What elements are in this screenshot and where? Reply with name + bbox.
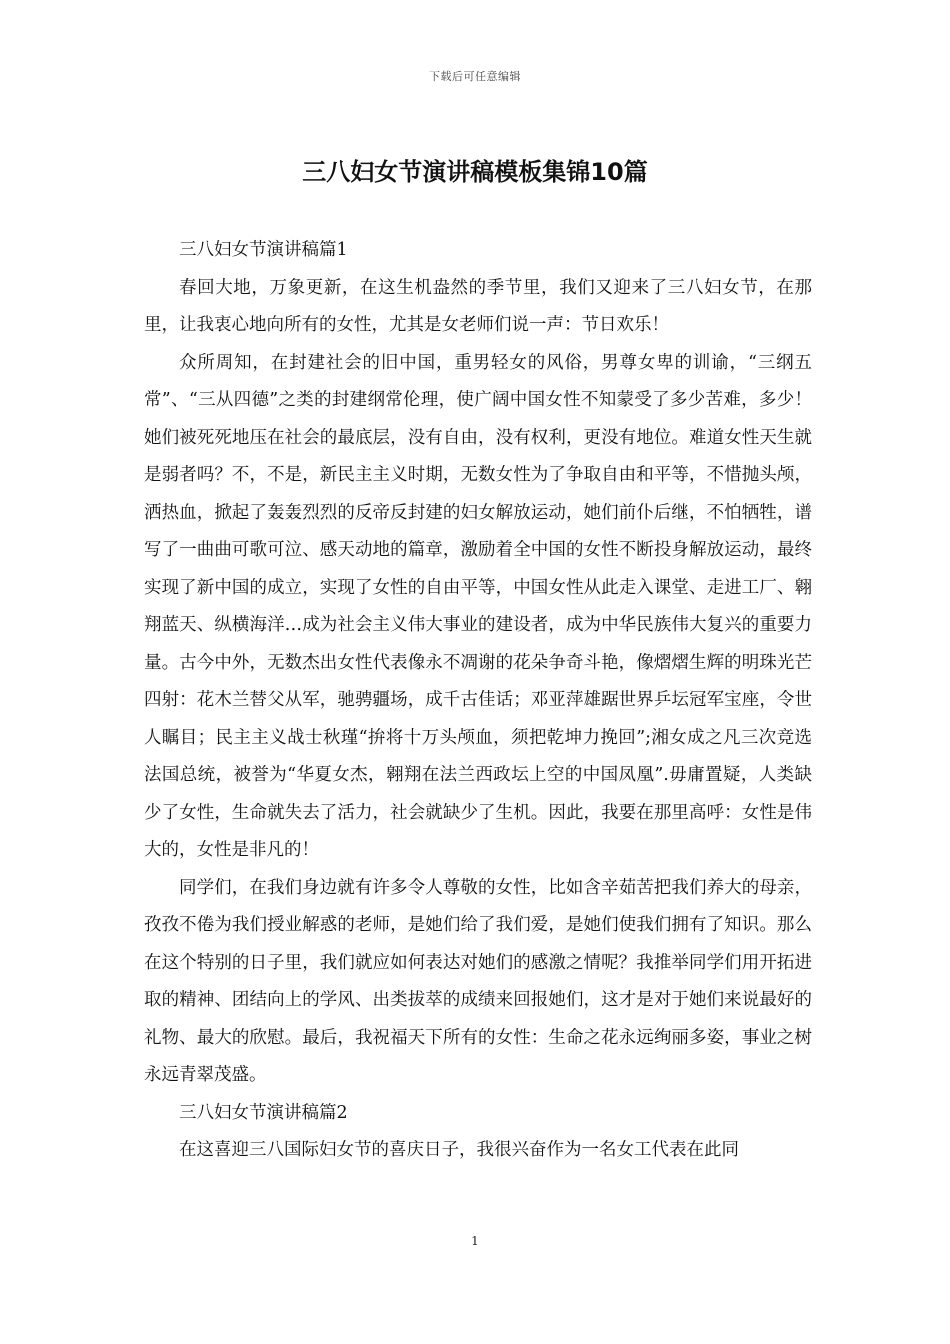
paragraph-2-1: 在这喜迎三八国际妇女节的喜庆日子，我很兴奋作为一名女工代表在此同: [179, 1140, 739, 1160]
paragraph-1-1: 春回大地，万象更新，在这生机盎然的季节里，我们又迎来了三八妇女节，在那里，让我衷心地向所有的女性，尤其是女老师们说一声：节日欢乐！: [144, 277, 812, 335]
paragraph-1-2: 众所周知，在封建社会的旧中国，重男轻女的风俗，男尊女卑的训谕，“三纲五常”、“三从四德”之类的封建纲常伦理，使广阔中国女性不知蒙受了多少苦难，多少！她们被死死地压在社会的最底层，没有自由，没有权利，更没有地位。难道女性天生就是弱者吗？不，不是，新民主主义时期，无数女性为了争取自由和平等，不惜抛头颅，洒热血，掀起了轰轰烈烈的反帝反封建的妇女解放运动，她们前仆后继，不怕牺牲，谱写了一曲曲可歌可泣、感天动地的篇章，激励着全中国的女性不断投身解放运动，最终实现了新中国的成立，实现了女性的自由平等，中国女性从此走入课堂、走进工厂、翱翔蓝天、纵横海洋…成为社会主义伟大事业的建设者，成为中华民族伟大复兴的重要力量。古今中外，无数杰出女性代表像永不凋谢的花朵争奇斗艳，像熠熠生辉的明珠光芒四射：花木兰替父从军，驰骋疆场，成千古佳话；邓亚萍雄踞世界乒坛冠军宝座，令世人瞩目；民主主义战士秋瑾“拚将十万头颅血，须把乾坤力挽回”;湘女成之凡三次竞选法国总统，被誉为“华夏女杰，翱翔在法兰西政坛上空的中国凤凰”.毋庸置疑，人类缺少了女性，生命就失去了活力，社会就缺少了生机。因此，我要在那里高呼：女性是伟大的，女性是非凡的！: [144, 352, 812, 860]
paragraph-1-3: 同学们，在我们身边就有许多令人尊敬的女性，比如含辛茹苦把我们养大的母亲，孜孜不倦为我们授业解惑的老师，是她们给了我们爱，是她们使我们拥有了知识。那么在这个特别的日子里，我们就应如何表达对她们的感激之情呢？我推举同学们用开拓进取的精神、团结向上的学风、出类拔萃的成绩来回报她们，这才是对于她们来说最好的礼物、最大的欣慰。最后，我祝福天下所有的女性：生命之花永远绚丽多姿，事业之树永远青翠茂盛。: [144, 877, 812, 1085]
section-heading-1: 三八妇女节演讲稿篇1: [179, 240, 348, 260]
document-title: 三八妇女节演讲稿模板集锦10篇: [302, 158, 648, 186]
page-header-note: 下载后可任意编辑: [429, 70, 521, 83]
section-heading-2: 三八妇女节演讲稿篇2: [179, 1102, 348, 1123]
document-body: [144, 232, 812, 1170]
page-number: 1: [471, 1234, 479, 1248]
